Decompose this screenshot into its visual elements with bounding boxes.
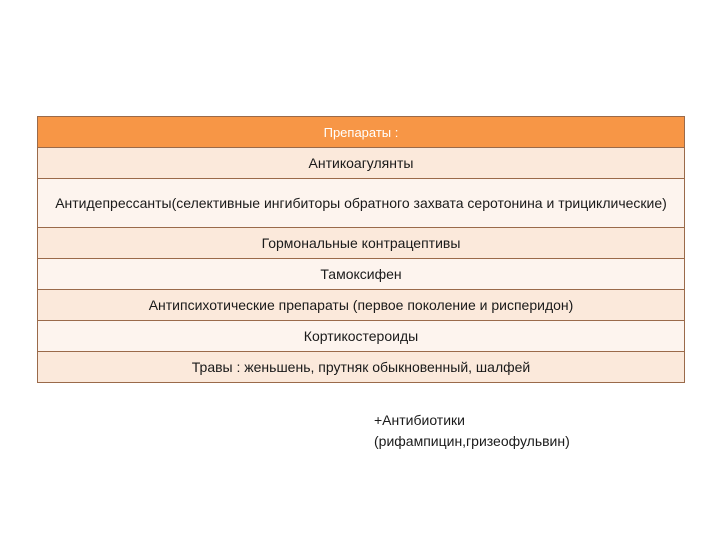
- antibiotics-note: [374, 410, 570, 452]
- drug-table: [37, 116, 685, 383]
- table-header: Препараты :: [38, 117, 685, 148]
- table-header-row: [38, 117, 685, 148]
- table-cell-corticosteroids: Кортикостероиды: [38, 321, 685, 352]
- note-line-antibiotics: +Антибиотики: [374, 412, 465, 428]
- table-row: [38, 148, 685, 179]
- table-cell-antipsychotics: Антипсихотические препараты (первое поколение и рисперидон): [38, 290, 685, 321]
- note-line-examples: (рифампицин,гризеофульвин): [374, 433, 570, 449]
- table-row: [38, 259, 685, 290]
- table-row: [38, 321, 685, 352]
- table-cell-anticoagulants: Антикоагулянты: [38, 148, 685, 179]
- table-row: [38, 290, 685, 321]
- table-row: [38, 228, 685, 259]
- table-row: [38, 352, 685, 383]
- table-cell-antidepressants: Антидепрессанты(селективные ингибиторы обратного захвата серотонина и трициклические): [38, 179, 685, 228]
- table-cell-hormonal-contraceptives: Гормональные контрацептивы: [38, 228, 685, 259]
- table-cell-herbs: Травы : женьшень, прутняк обыкновенный, шалфей: [38, 352, 685, 383]
- table-cell-tamoxifen: Тамоксифен: [38, 259, 685, 290]
- table-row: [38, 179, 685, 228]
